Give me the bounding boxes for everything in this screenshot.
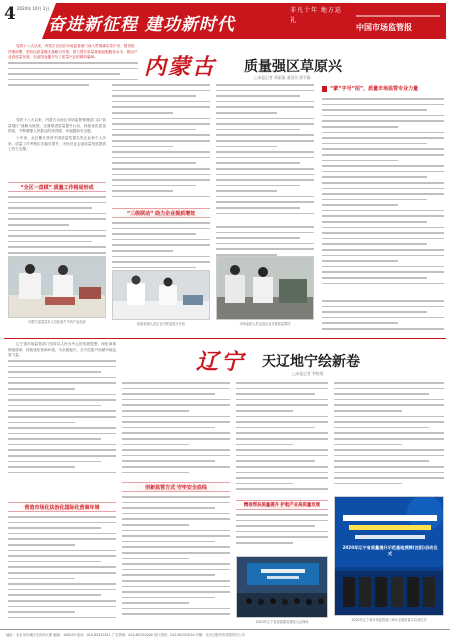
s2-caption-1: 2023年辽宁省质量强省建设大会现场 <box>255 620 309 624</box>
s2-caption-2: 2020年辽宁省市场监管部门举办全国质量月启动仪式 <box>351 618 427 622</box>
s1-photo-3 <box>216 256 314 320</box>
s2-subhead-c: 精准帮扶质量提升 护航产业高质量发展 <box>236 500 328 510</box>
s2-col2-lines <box>122 382 230 480</box>
s1-col1-text: 党的十八大以来，内蒙古自治区市场监督管理部门以“质量强区”战略为统领，全面推进质量提升行动，持续优化质量供给，不断增强人民群众的获得感、幸福感和安全感。 十年来，全区累计获得中国质量奖提名奖企业和个人多家，质量工作考核位次稳步提升，为经济社会高质量发展提供了有力支撑。 <box>8 118 106 152</box>
banner-slogan: 奋进新征程 建功新时代 <box>48 15 235 35</box>
s1-subhead-a: “全区一盘棋” 质量工作格局形成 <box>8 182 106 192</box>
s1-col3-lines <box>216 84 314 224</box>
s1-col4b-lines <box>322 300 444 334</box>
s2-subhead-b: 创新监管方式 守牢安全底线 <box>122 482 230 492</box>
s2-banner-text: 2020年辽宁省质量提升示范基地授牌(沈阳)启动仪式 <box>342 545 438 556</box>
s1-region-name: 内蒙古 <box>144 54 217 80</box>
date-line: 2024年 10月 1日 <box>17 6 50 11</box>
s2-photo-2 <box>334 496 444 616</box>
s1-col4-lines <box>322 98 444 296</box>
s1-lead-paragraph: 党的十八大以来，内蒙古自治区市场监管部门深入贯彻落实党中央、国务院决策部署，坚持以质量强区战略为引领，着力提升质量基础设施服务水平，推动产业高质量发展，在祖国北疆书写了质量兴区的精彩篇章。 <box>8 44 138 116</box>
s1-caption-2: 检验检测人员正在对样品进行分析 <box>137 322 185 326</box>
s1-photo-1 <box>8 256 106 318</box>
s1-caption-1: 内蒙古质量技术人员检查牛羊肉产品品质 <box>28 320 86 324</box>
page-number: 4 <box>4 4 16 24</box>
s2-subhead-a: 营造市场化法治化国际化营商环境 <box>8 502 116 512</box>
s1-col2-lines <box>112 84 210 206</box>
s1-byline: □本报记者 郑丽丽 通讯员 郭平静 <box>254 75 311 80</box>
s1-right-headline: “蒙”字号“招”，质量市场监管专业力量 <box>320 84 444 94</box>
s2-col1b-lines <box>8 516 116 626</box>
s2-photo-1 <box>236 556 328 618</box>
s2-headline: 天辽地宁绘新卷 <box>262 354 360 370</box>
s2-col4-lines <box>334 382 444 494</box>
s2-col2b-lines <box>122 496 230 626</box>
s1-caption-3: 市场监管人员走进企业开展质量帮扶 <box>239 322 291 326</box>
masthead <box>0 0 450 42</box>
s2-col1-text: 辽宁省市场监管部门坚持以人民为中心的发展思想，深化商事制度改革，持续优化营商环境，为全面振兴、全方位振兴贡献市场监管力量。 <box>8 342 116 500</box>
s2-byline: □本报记者 李秋菊 <box>292 371 324 376</box>
s1-headline: 质量强区草原兴 <box>244 59 342 75</box>
section-divider <box>4 338 446 339</box>
newspaper-brand: 中国市场监管报 <box>356 23 412 32</box>
s1-subhead-b: “三级联动” 助力企业提质增效 <box>112 208 210 218</box>
s1-photo-2 <box>112 270 210 320</box>
s2-region-name: 辽宁 <box>196 349 247 375</box>
s2-col3-lines <box>236 382 328 498</box>
banner-rule <box>356 15 440 17</box>
s2-col3b-lines <box>236 514 328 554</box>
footer-imprint: 地址：北京市东城区东四西大街 邮编：100033 电话：010-85252011 广告热线：010-85252000 发行热线：010-85252014 印刷：北京日报印务有限责任公司 <box>0 629 450 640</box>
series-title: 非凡十年 地方巡礼 <box>290 7 342 24</box>
